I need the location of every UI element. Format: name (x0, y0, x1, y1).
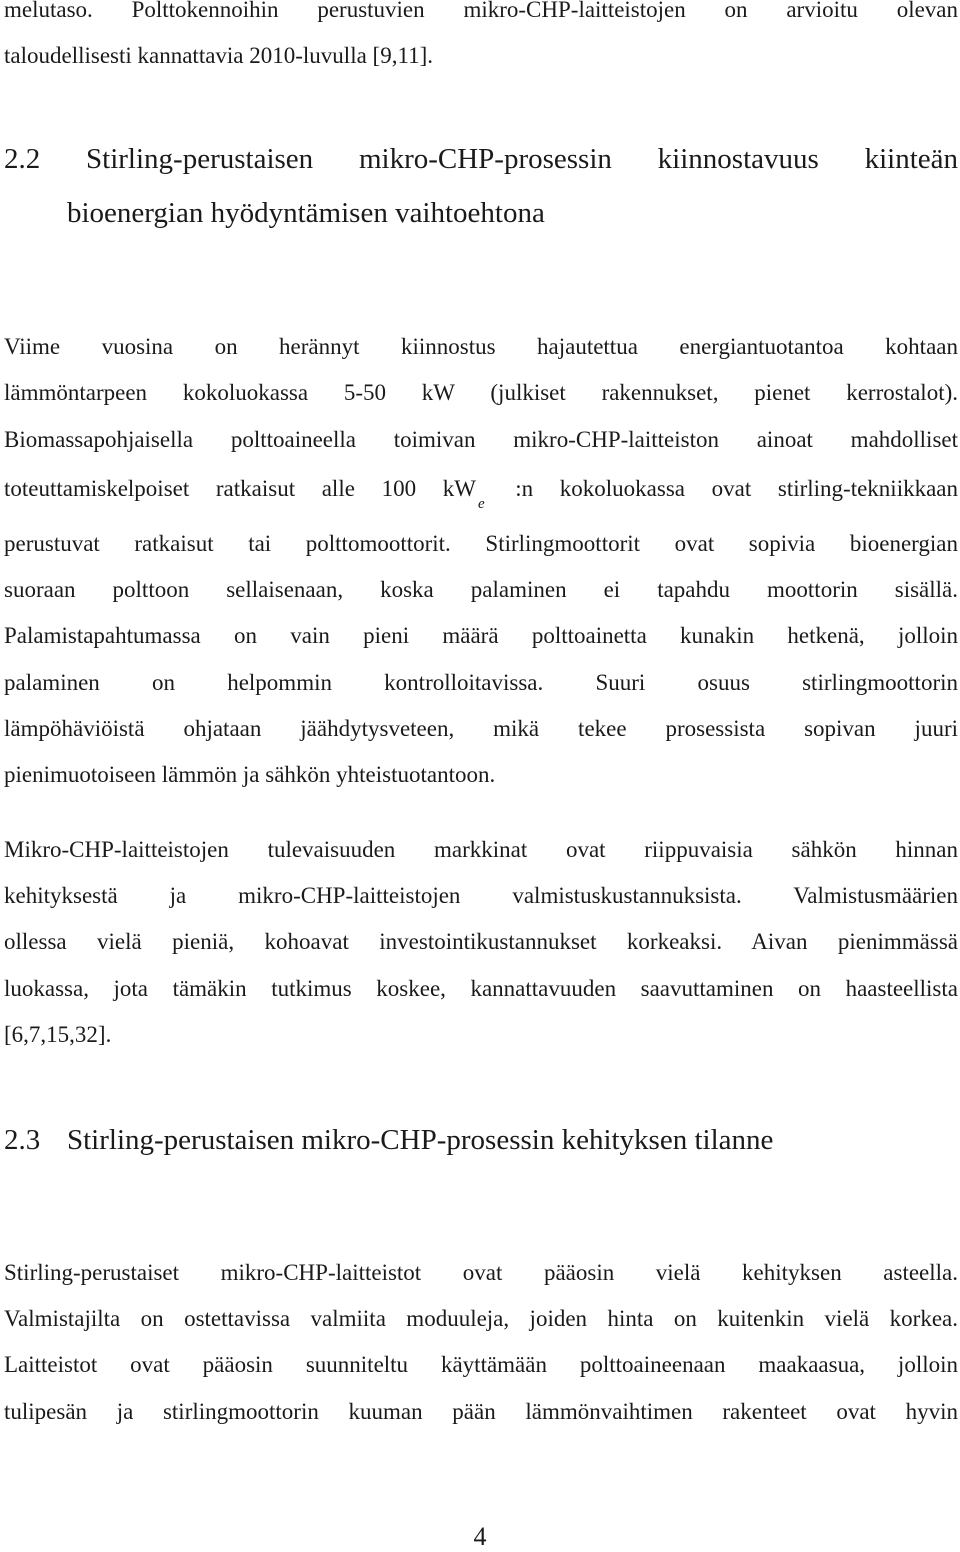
text-fragment: :n kokoluokassa ovat stirling-tekniikkaan (515, 476, 958, 501)
text-line-with-unit (4, 474, 958, 512)
section-number-2-3: 2.3 (4, 1124, 41, 1156)
unit-kwe (442, 476, 489, 512)
text-line: Biomassapohjaisella polttoaineella toimivan mikro-CHP-laitteiston ainoat mahdolliset (4, 427, 958, 452)
text-line: [6,7,15,32]. (4, 1022, 112, 1047)
section-heading-2-3: Stirling-perustaisen mikro-CHP-prosessin kehityksen tilanne (67, 1124, 774, 1156)
text-line: Valmistajilta on ostettavissa valmiita moduuleja, joiden hinta on kuitenkin vielä korkea. (4, 1306, 958, 1331)
unit-subscript: e (477, 496, 485, 512)
text-line: Palamistapahtumassa on vain pieni määrä polttoainetta kunakin hetkenä, jolloin (4, 623, 958, 648)
text-line: lämpöhäviöistä ohjataan jäähdytysveteen, mikä tekee prosessista sopivan juuri (4, 716, 958, 741)
text-line: tulipesän ja stirlingmoottorin kuuman pään lämmönvaihtimen rakenteet ovat hyvin (4, 1399, 958, 1424)
text-line: Mikro-CHP-laitteistojen tulevaisuuden markkinat ovat riippuvaisia sähkön hinnan (4, 837, 958, 862)
text-line: palaminen on helpommin kontrolloitavissa. Suuri osuus stirlingmoottorin (4, 670, 958, 695)
text-line: luokassa, jota tämäkin tutkimus koskee, kannattavuuden saavuttaminen on haasteellista (4, 976, 958, 1001)
text-line: taloudellisesti kannattavia 2010-luvulla [9,11]. (4, 43, 434, 68)
text-line: kehityksestä ja mikro-CHP-laitteistojen valmistuskustannuksista. Valmistusmäärien (4, 883, 958, 908)
section-heading-2-2-cont: bioenergian hyödyntämisen vaihtoehtona (67, 197, 545, 229)
text-line: Laitteistot ovat pääosin suunniteltu käyttämään polttoaineenaan maakaasua, jolloin (4, 1352, 958, 1377)
text-fragment: toteuttamiskelpoiset ratkaisut alle 100 (4, 476, 417, 501)
text-line: suoraan polttoon sellaisenaan, koska palaminen ei tapahdu moottorin sisällä. (4, 577, 958, 602)
text-line: pienimuotoiseen lämmön ja sähkön yhteistuotantoon. (4, 762, 496, 787)
text-line: Viime vuosina on herännyt kiinnostus hajautettua energiantuotantoa kohtaan (4, 334, 958, 359)
text-line: perustuvat ratkaisut tai polttomoottorit. Stirlingmoottorit ovat sopivia bioenergian (4, 531, 958, 556)
section-heading-2-2: 2.2 Stirling-perustaisen mikro-CHP-prosessin kiinnostavuus kiinteän (4, 143, 958, 175)
text-line: ollessa vielä pieniä, kohoavat investointikustannukset korkeaksi. Aivan pienimmässä (4, 929, 958, 954)
text-line: Stirling-perustaiset mikro-CHP-laitteistot ovat pääosin vielä kehityksen asteella. (4, 1260, 958, 1285)
page-number: 4 (473, 1522, 487, 1551)
unit-kw: kW (442, 476, 476, 501)
text-line: lämmöntarpeen kokoluokassa 5-50 kW (julkiset rakennukset, pienet kerrostalot). (4, 380, 958, 405)
text-line: melutaso. Polttokennoihin perustuvien mikro-CHP-laitteistojen on arvioitu olevan (4, 0, 958, 22)
